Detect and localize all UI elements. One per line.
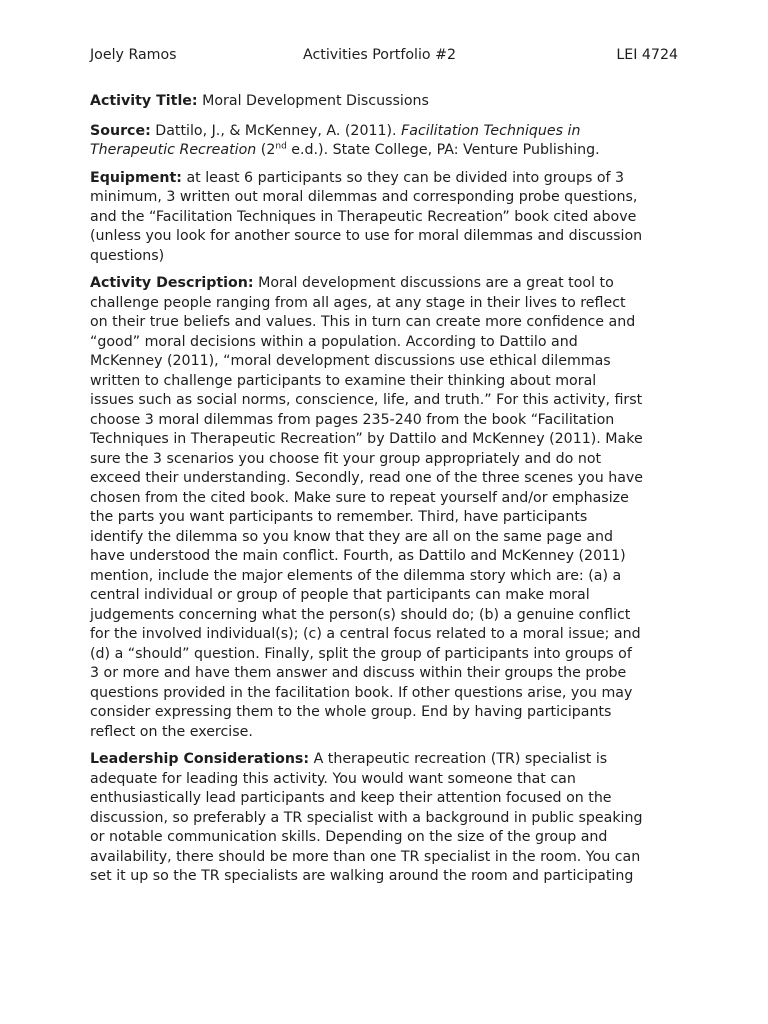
leadership-considerations-label: Leadership Considerations:	[90, 751, 310, 767]
source-edition-suffix: nd	[275, 141, 287, 152]
activity-title-label: Activity Title:	[90, 93, 198, 109]
source-book-title-1: Facilitation Techniques in	[401, 122, 581, 139]
leadership-considerations-paragraph	[90, 750, 680, 887]
source-edition-number: 2	[266, 142, 276, 158]
equipment-text: at least 6 participants so they can be divided into groups of 3 minimum, 3 written out moral dilemmas and corresponding probe questions, and the “Facilitation Techniques in Therapeutic Recreation” book cited above (unless you look for another source to use for moral dilemmas and discussion questions)	[90, 169, 643, 264]
author-name: Joely Ramos	[90, 47, 177, 63]
document-body	[90, 92, 680, 895]
equipment-label: Equipment:	[90, 169, 182, 186]
activity-description-label: Activity Description:	[90, 275, 254, 291]
activity-description-text: Moral development discussions are a great tool to challenge people ranging from all ages, at any stage in their lives to reflect on their true beliefs and values. This in turn can create more confidence and “good” moral decisions within a population. According to Dattilo and McKenney (2011), “moral development discussions use ethical dilemmas written to challenge participants to examine their thinking about moral issues such as social norms, conscience, life, and truth.” For this activity, first choose 3 moral dilemmas from pages 235-240 from the book “Facilitation Techniques in Therapeutic Recreation” by Dattilo and McKenney (2011). Make sure the 3 scenarios you choose fit your group appropriately and do not exceed their understanding. Secondly, read one of the three scenes you have chosen from the cited book. Make sure to repeat yourself and/or emphasize the parts you want participants to remember. Third, have participants identify the dilemma so you know that they are all on the same page and have understood the main conflict. Fourth, as Dattilo and McKenney (2011) mention, include the major elements of the dilemma story which are: (a) a central individual or group of people that participants can make moral judgements concerning what the person(s) should do; (b) a genuine conflict for the involved individual(s); (c) a central focus related to a moral issue; and (d) a “should” question. Finally, split the group of participants into groups of 3 or more and have them answer and discuss within their groups the probe questions provided in the facilitation book. If other questions arise, you may consider expressing them to the whole group. End by having participants reflect on the exercise.	[90, 275, 644, 740]
activity-title-paragraph	[90, 92, 680, 112]
equipment-paragraph	[90, 169, 680, 267]
activity-description-paragraph	[90, 274, 680, 742]
course-code: LEI 4724	[616, 47, 678, 63]
source-publisher: e.d.). State College, PA: Venture Publishing.	[291, 142, 600, 158]
page-header	[90, 46, 678, 66]
source-paragraph: Source: Dattilo, J., & McKenney, A. (2011). Facilitation Techniques in Therapeutic Recreation (2nd e.d.). State College, PA: Venture Publishing.	[90, 122, 600, 158]
source-book-title-2: Therapeutic Recreation	[90, 142, 257, 158]
portfolio-title: Activities Portfolio #2	[303, 47, 457, 63]
activity-title-text: Moral Development Discussions	[202, 93, 429, 109]
source-label: Source:	[90, 122, 151, 139]
leadership-considerations-text: A therapeutic recreation (TR) specialist is adequate for leading this activity. You would want someone that can enthusiastically lead participants and keep their attention focused on the discussion, so preferably a TR specialist with a background in public speaking or notable communication skills. Depending on the size of the group and availability, there should be more than one TR specialist in the room. You can set it up so the TR specialists are walking around the room and participating	[90, 751, 643, 884]
source-authors: Dattilo, J., & McKenney, A. (2011).	[155, 122, 397, 139]
